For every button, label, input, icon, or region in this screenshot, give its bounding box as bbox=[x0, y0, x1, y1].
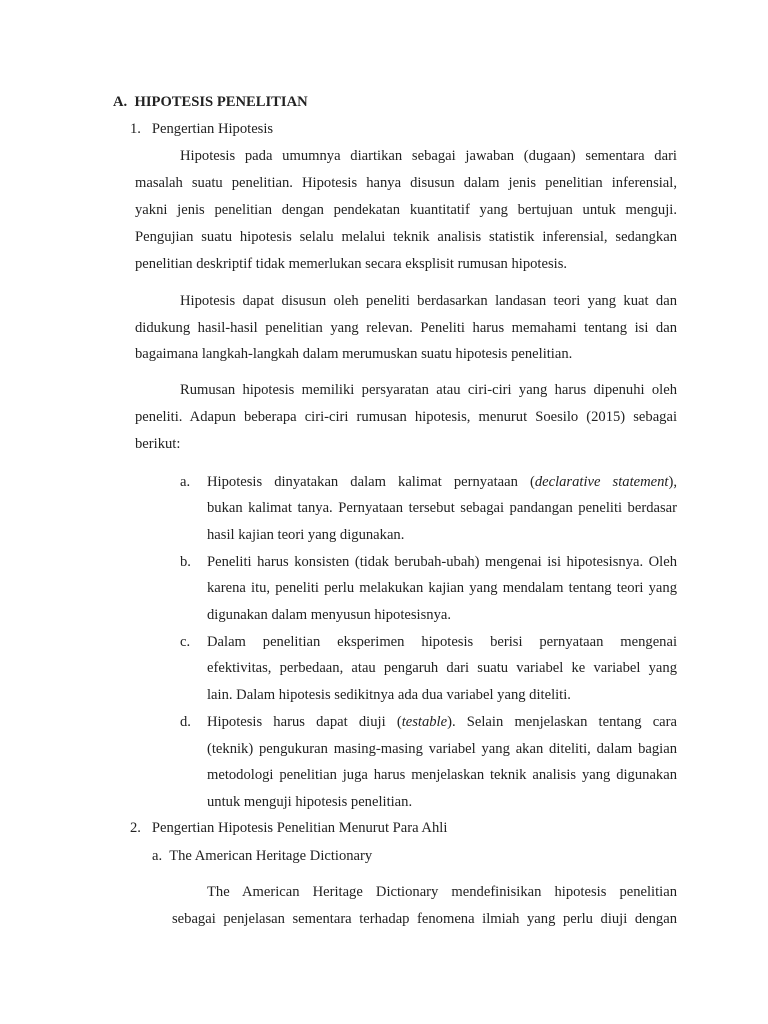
list-item-a-line-2: bukan kalimat tanya. Pernyataan tersebut sebagai pandangan peneliti berdasar bbox=[207, 500, 677, 516]
list-item-b-line-1: Peneliti harus konsisten (tidak berubah-ubah) mengenai isi hipotesisnya. Oleh bbox=[207, 554, 677, 570]
list-marker-c: c. bbox=[180, 634, 191, 650]
list-item-d-text-pre: Hipotesis harus dapat diuji ( bbox=[207, 714, 402, 730]
list-item-d-line-4: untuk menguji hipotesis penelitian. bbox=[207, 794, 413, 810]
list-item-a-emphasis: declarative statement bbox=[534, 474, 669, 490]
list-item-b-line-3: digunakan dalam menyusun hipotesisnya. bbox=[207, 607, 451, 623]
list-item-c-line-1: Dalam penelitian eksperimen hipotesis berisi pernyataan mengenai bbox=[207, 634, 677, 650]
section-title: HIPOTESIS PENELITIAN bbox=[134, 94, 308, 110]
subheading-1 bbox=[130, 119, 273, 139]
subheading-1-title: Pengertian Hipotesis bbox=[151, 121, 274, 137]
subheading-2a-letter: a. bbox=[152, 848, 163, 864]
list-item-d-emphasis: testable bbox=[401, 714, 448, 730]
paragraph-3-line-1: Rumusan hipotesis memiliki persyaratan atau ciri-ciri yang harus dipenuhi oleh bbox=[180, 382, 677, 398]
list-item-a-text-pre: Hipotesis dinyatakan dalam kalimat pernyataan ( bbox=[207, 474, 535, 490]
list-item-a-line-3: hasil kajian teori yang digunakan. bbox=[207, 527, 405, 543]
paragraph-2-line-2: didukung hasil-hasil penelitian yang relevan. Peneliti harus memahami tentang isi dan bbox=[135, 320, 677, 336]
paragraph-1-line-3: yakni jenis penelitian dengan pendekatan kuantitatif yang bertujuan untuk menguji. bbox=[135, 202, 677, 218]
list-item-d-line-3: metodologi penelitian juga harus menjelaskan teknik analisis yang digunakan bbox=[207, 767, 677, 783]
subheading-2-number: 2. bbox=[130, 820, 141, 836]
paragraph-1-line-4: Pengujian suatu hipotesis selalu melalui teknik analisis statistik inferensial, sedangkan bbox=[135, 229, 677, 245]
list-item-a-text-post: ), bbox=[668, 474, 677, 490]
list-item-d-line-2: (teknik) pengukuran masing-masing variabel yang akan diteliti, dalam bagian bbox=[207, 741, 677, 757]
section-heading bbox=[113, 92, 308, 112]
paragraph-1-line-1: Hipotesis pada umumnya diartikan sebagai jawaban (dugaan) sementara dari bbox=[180, 148, 677, 164]
list-marker-d: d. bbox=[180, 714, 191, 730]
paragraph-4-line-1: The American Heritage Dictionary mendefinisikan hipotesis penelitian bbox=[207, 884, 677, 900]
list-item-a-line-1 bbox=[207, 472, 677, 492]
list-item-c-line-2: efektivitas, perbedaan, atau pengaruh dari suatu variabel ke variabel yang bbox=[207, 660, 677, 676]
list-item-c-line-3: lain. Dalam hipotesis sedikitnya ada dua variabel yang diteliti. bbox=[207, 687, 571, 703]
subheading-1-number: 1. bbox=[130, 121, 141, 137]
subheading-2a-title: The American Heritage Dictionary bbox=[169, 848, 373, 864]
paragraph-1-line-2: masalah suatu penelitian. Hipotesis hanya disusun dalam jenis penelitian inferensial, bbox=[135, 175, 677, 191]
paragraph-2-line-3: bagaimana langkah-langkah dalam merumuskan suatu hipotesis penelitian. bbox=[135, 346, 573, 362]
paragraph-2-line-1: Hipotesis dapat disusun oleh peneliti berdasarkan landasan teori yang kuat dan bbox=[180, 293, 677, 309]
paragraph-3-line-2: peneliti. Adapun beberapa ciri-ciri rumusan hipotesis, menurut Soesilo (2015) sebagai bbox=[135, 409, 677, 425]
paragraph-4-line-2: sebagai penjelasan sementara terhadap fenomena ilmiah yang perlu diuji dengan bbox=[172, 911, 677, 927]
subheading-2 bbox=[130, 818, 447, 838]
subheading-2-title: Pengertian Hipotesis Penelitian Menurut Para Ahli bbox=[151, 820, 448, 836]
list-item-d-text-post: ). Selain menjelaskan tentang cara bbox=[447, 714, 677, 730]
paragraph-1-line-5: penelitian deskriptif tidak memerlukan secara eksplisit rumusan hipotesis. bbox=[135, 256, 568, 272]
list-item-d-line-1 bbox=[207, 712, 677, 732]
paragraph-3-line-3: berikut: bbox=[135, 436, 181, 452]
list-marker-a: a. bbox=[180, 474, 191, 490]
subheading-2a bbox=[152, 846, 372, 866]
section-letter: A. bbox=[113, 94, 128, 110]
list-marker-b: b. bbox=[180, 554, 191, 570]
list-item-b-line-2: karena itu, peneliti perlu melakukan kajian yang mendalam tentang teori yang bbox=[207, 580, 677, 596]
